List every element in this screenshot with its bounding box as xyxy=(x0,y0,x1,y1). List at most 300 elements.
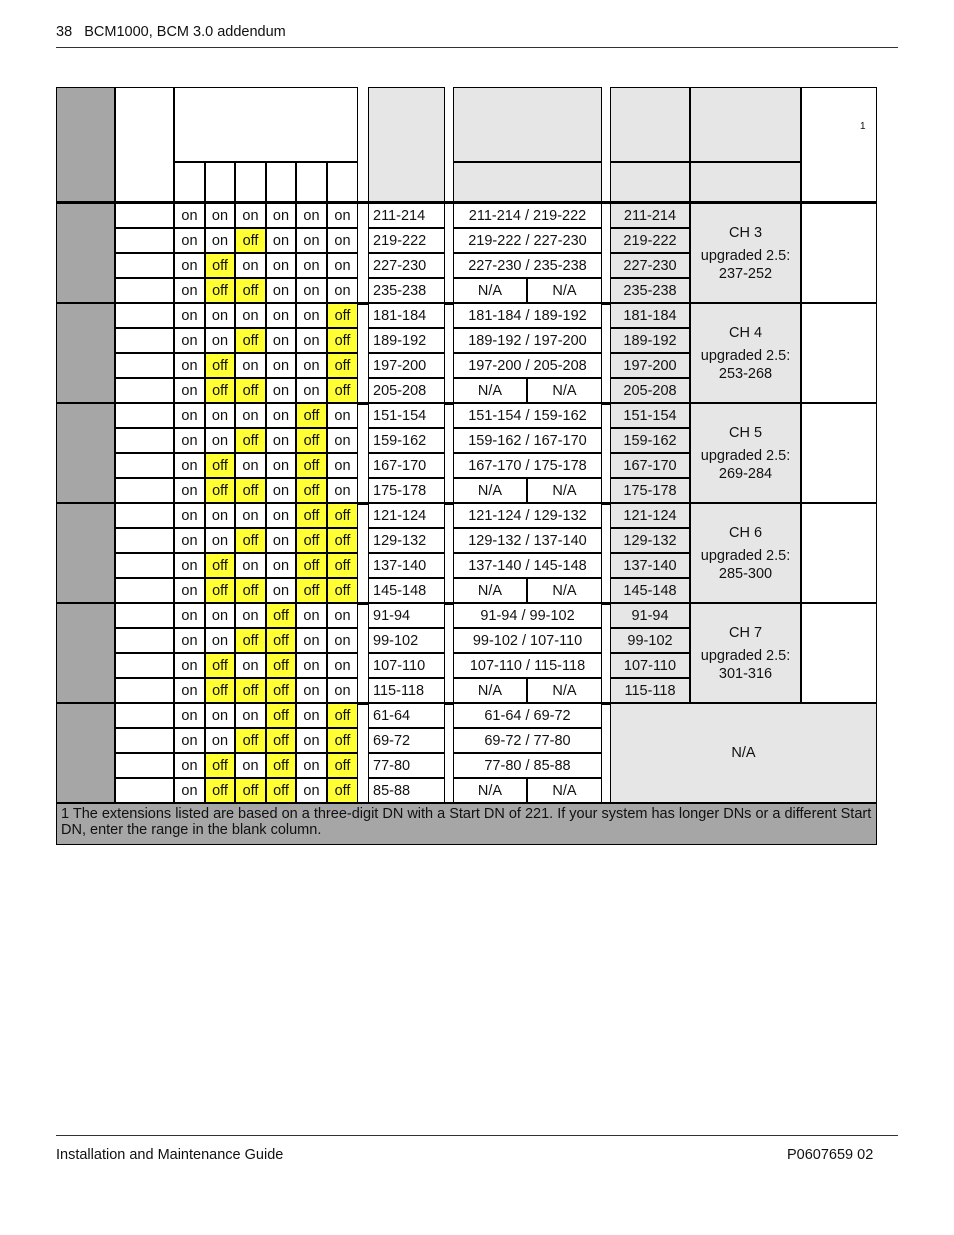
switch-1-cell: on xyxy=(174,528,205,553)
switch-3-cell: off xyxy=(235,278,266,303)
switch-6-cell: on xyxy=(327,228,358,253)
switch-1-cell: on xyxy=(174,453,205,478)
switch-6-cell: on xyxy=(327,628,358,653)
switch-6-cell: off xyxy=(327,378,358,403)
header-ext-cell xyxy=(368,87,445,202)
switch-6-cell: off xyxy=(327,578,358,603)
switch-1-cell: on xyxy=(174,378,205,403)
extension2-cell: 107-110 xyxy=(610,653,690,678)
extension-cell: 107-110 xyxy=(368,653,445,678)
switch-1-cell: on xyxy=(174,553,205,578)
switch-6-cell: on xyxy=(327,253,358,278)
row-label-cell xyxy=(115,503,174,528)
switch-5-cell: off xyxy=(296,478,327,503)
extension-cell: 175-178 xyxy=(368,478,445,503)
row-label-cell xyxy=(115,253,174,278)
extension-cell: 145-148 xyxy=(368,578,445,603)
row-label-cell xyxy=(115,653,174,678)
switch-3-cell: off xyxy=(235,478,266,503)
switch-3-cell: off xyxy=(235,678,266,703)
dip-switch-table xyxy=(56,87,877,843)
extension-cell: 77-80 xyxy=(368,753,445,778)
channel-cell xyxy=(690,503,801,603)
switch-6-cell: on xyxy=(327,403,358,428)
switch-2-cell: off xyxy=(205,653,235,678)
extension2-cell: 115-118 xyxy=(610,678,690,703)
upgraded-label: upgraded 2.5: xyxy=(700,447,791,464)
switch-2-cell: off xyxy=(205,378,235,403)
channel-label: CH 7 xyxy=(728,624,763,641)
switch-5-cell: on xyxy=(296,203,327,228)
range-b-cell: N/A xyxy=(527,478,602,503)
switch-4-cell: on xyxy=(266,528,296,553)
switch-5-cell: on xyxy=(296,603,327,628)
extension-cell: 235-238 xyxy=(368,278,445,303)
switch-5-cell: on xyxy=(296,678,327,703)
switch-4-cell: on xyxy=(266,378,296,403)
row-label-cell xyxy=(115,578,174,603)
channel-cell xyxy=(690,303,801,403)
row-label-cell xyxy=(115,753,174,778)
channel-label: CH 3 xyxy=(728,224,763,241)
row-label-cell xyxy=(115,403,174,428)
upgraded-range: 285-300 xyxy=(718,565,773,582)
header-rule xyxy=(56,47,898,48)
header-gray-cell xyxy=(56,87,115,202)
upgraded-label: upgraded 2.5: xyxy=(700,247,791,264)
row-label-cell xyxy=(115,478,174,503)
header-switch-number-cell xyxy=(327,162,358,202)
switch-2-cell: on xyxy=(205,703,235,728)
footer-guide-title: Installation and Maintenance Guide xyxy=(56,1147,284,1163)
row-label-cell xyxy=(115,203,174,228)
row-label-cell xyxy=(115,378,174,403)
extension2-cell: 159-162 xyxy=(610,428,690,453)
switch-3-cell: on xyxy=(235,503,266,528)
upgraded-label: upgraded 2.5: xyxy=(700,647,791,664)
upgraded-range: 253-268 xyxy=(718,365,773,382)
merged-na-cell: N/A xyxy=(610,703,877,803)
extension-cell: 85-88 xyxy=(368,778,445,803)
switch-1-cell: on xyxy=(174,503,205,528)
switch-5-cell: on xyxy=(296,378,327,403)
switch-1-cell: on xyxy=(174,678,205,703)
switch-3-cell: on xyxy=(235,353,266,378)
row-label-cell xyxy=(115,603,174,628)
range-cell: 227-230 / 235-238 xyxy=(453,253,602,278)
table-footnote: 1 The extensions listed are based on a three-digit DN with a Start DN of 221. If your system has longer DNs or a different Start DN, enter the range in the blank column. xyxy=(56,803,877,845)
row-label-cell xyxy=(115,678,174,703)
switch-3-cell: off xyxy=(235,578,266,603)
header-ext2-sub-cell xyxy=(610,162,690,202)
channel-label: CH 4 xyxy=(728,324,763,341)
extension2-cell: 181-184 xyxy=(610,303,690,328)
switch-2-cell: on xyxy=(205,303,235,328)
switch-4-cell: on xyxy=(266,228,296,253)
range-cell: 167-170 / 175-178 xyxy=(453,453,602,478)
extension-cell: 205-208 xyxy=(368,378,445,403)
extension2-cell: 175-178 xyxy=(610,478,690,503)
switch-2-cell: off xyxy=(205,278,235,303)
range-cell: 219-222 / 227-230 xyxy=(453,228,602,253)
channel-cell xyxy=(690,603,801,703)
header-range-sub-cell xyxy=(453,162,602,202)
row-label-cell xyxy=(115,278,174,303)
switch-5-cell: on xyxy=(296,753,327,778)
switch-3-cell: on xyxy=(235,603,266,628)
switch-6-cell: on xyxy=(327,203,358,228)
switch-4-cell: off xyxy=(266,628,296,653)
switch-1-cell: on xyxy=(174,578,205,603)
switch-4-cell: on xyxy=(266,553,296,578)
switch-2-cell: off xyxy=(205,678,235,703)
document-title: BCM1000, BCM 3.0 addendum xyxy=(84,24,286,40)
switch-3-cell: on xyxy=(235,453,266,478)
switch-3-cell: on xyxy=(235,403,266,428)
footnote-marker: 1 xyxy=(860,121,866,132)
switch-6-cell: off xyxy=(327,703,358,728)
switch-3-cell: on xyxy=(235,653,266,678)
switch-5-cell: on xyxy=(296,303,327,328)
row-label-cell xyxy=(115,353,174,378)
switch-5-cell: on xyxy=(296,653,327,678)
blank-range-cell xyxy=(801,503,877,603)
extension2-cell: 145-148 xyxy=(610,578,690,603)
extension2-cell: 205-208 xyxy=(610,378,690,403)
switch-5-cell: on xyxy=(296,353,327,378)
extension-cell: 129-132 xyxy=(368,528,445,553)
switch-5-cell: on xyxy=(296,628,327,653)
extension-cell: 115-118 xyxy=(368,678,445,703)
range-cell: 99-102 / 107-110 xyxy=(453,628,602,653)
switch-5-cell: off xyxy=(296,428,327,453)
switch-2-cell: off xyxy=(205,253,235,278)
switch-3-cell: off xyxy=(235,728,266,753)
extension-cell: 137-140 xyxy=(368,553,445,578)
switch-5-cell: off xyxy=(296,403,327,428)
page-header xyxy=(56,24,286,40)
extension2-cell: 189-192 xyxy=(610,328,690,353)
switch-1-cell: on xyxy=(174,403,205,428)
extension-cell: 197-200 xyxy=(368,353,445,378)
range-cell: 91-94 / 99-102 xyxy=(453,603,602,628)
range-cell: 107-110 / 115-118 xyxy=(453,653,602,678)
switch-4-cell: off xyxy=(266,728,296,753)
switch-1-cell: on xyxy=(174,278,205,303)
channel-label: CH 6 xyxy=(728,524,763,541)
switch-2-cell: off xyxy=(205,553,235,578)
row-label-cell xyxy=(115,553,174,578)
switch-1-cell: on xyxy=(174,778,205,803)
switch-2-cell: off xyxy=(205,353,235,378)
switch-3-cell: off xyxy=(235,228,266,253)
switch-4-cell: off xyxy=(266,653,296,678)
switch-6-cell: off xyxy=(327,528,358,553)
upgraded-label: upgraded 2.5: xyxy=(700,347,791,364)
switch-2-cell: off xyxy=(205,478,235,503)
range-cell: 61-64 / 69-72 xyxy=(453,703,602,728)
switch-6-cell: off xyxy=(327,328,358,353)
range-a-cell: N/A xyxy=(453,678,527,703)
range-b-cell: N/A xyxy=(527,578,602,603)
extension2-cell: 227-230 xyxy=(610,253,690,278)
header-range-cell xyxy=(453,87,602,162)
group-gray-cell xyxy=(56,203,115,303)
switch-6-cell: on xyxy=(327,478,358,503)
switch-4-cell: on xyxy=(266,428,296,453)
switch-1-cell: on xyxy=(174,653,205,678)
switch-3-cell: off xyxy=(235,628,266,653)
extension-cell: 181-184 xyxy=(368,303,445,328)
switch-2-cell: off xyxy=(205,753,235,778)
switch-6-cell: off xyxy=(327,303,358,328)
switch-4-cell: on xyxy=(266,203,296,228)
extension-cell: 219-222 xyxy=(368,228,445,253)
switch-3-cell: on xyxy=(235,303,266,328)
switch-5-cell: on xyxy=(296,328,327,353)
extension2-cell: 121-124 xyxy=(610,503,690,528)
switch-5-cell: on xyxy=(296,253,327,278)
switch-6-cell: on xyxy=(327,428,358,453)
row-label-cell xyxy=(115,453,174,478)
range-cell: 159-162 / 167-170 xyxy=(453,428,602,453)
switch-6-cell: off xyxy=(327,553,358,578)
range-cell: 151-154 / 159-162 xyxy=(453,403,602,428)
header-divider xyxy=(56,201,877,204)
switch-1-cell: on xyxy=(174,478,205,503)
switch-1-cell: on xyxy=(174,753,205,778)
extension2-cell: 219-222 xyxy=(610,228,690,253)
extension-cell: 211-214 xyxy=(368,203,445,228)
row-label-cell xyxy=(115,228,174,253)
switch-2-cell: on xyxy=(205,403,235,428)
header-switch-number-cell xyxy=(205,162,235,202)
extension2-cell: 137-140 xyxy=(610,553,690,578)
row-label-cell xyxy=(115,528,174,553)
range-cell: 69-72 / 77-80 xyxy=(453,728,602,753)
extension2-cell: 197-200 xyxy=(610,353,690,378)
range-cell: 121-124 / 129-132 xyxy=(453,503,602,528)
switch-2-cell: on xyxy=(205,628,235,653)
switch-2-cell: on xyxy=(205,503,235,528)
switch-2-cell: off xyxy=(205,578,235,603)
switch-2-cell: on xyxy=(205,528,235,553)
switch-4-cell: off xyxy=(266,603,296,628)
row-label-cell xyxy=(115,303,174,328)
switch-3-cell: off xyxy=(235,528,266,553)
switch-3-cell: on xyxy=(235,203,266,228)
switch-6-cell: on xyxy=(327,453,358,478)
switch-2-cell: off xyxy=(205,778,235,803)
switch-6-cell: off xyxy=(327,753,358,778)
range-b-cell: N/A xyxy=(527,278,602,303)
switch-3-cell: on xyxy=(235,253,266,278)
header-switch-number-cell xyxy=(266,162,296,202)
blank-range-cell xyxy=(801,603,877,703)
group-gray-cell xyxy=(56,603,115,703)
range-cell: 77-80 / 85-88 xyxy=(453,753,602,778)
range-a-cell: N/A xyxy=(453,478,527,503)
extension-cell: 61-64 xyxy=(368,703,445,728)
switch-1-cell: on xyxy=(174,728,205,753)
extension2-cell: 99-102 xyxy=(610,628,690,653)
switch-4-cell: on xyxy=(266,278,296,303)
switch-5-cell: off xyxy=(296,578,327,603)
switch-1-cell: on xyxy=(174,253,205,278)
switch-5-cell: on xyxy=(296,278,327,303)
switch-3-cell: on xyxy=(235,753,266,778)
switch-4-cell: on xyxy=(266,503,296,528)
extension-cell: 227-230 xyxy=(368,253,445,278)
extension-cell: 69-72 xyxy=(368,728,445,753)
range-a-cell: N/A xyxy=(453,578,527,603)
extension-cell: 99-102 xyxy=(368,628,445,653)
switch-2-cell: on xyxy=(205,328,235,353)
extension2-cell: 151-154 xyxy=(610,403,690,428)
switch-1-cell: on xyxy=(174,328,205,353)
footer-rule xyxy=(56,1135,898,1136)
switch-1-cell: on xyxy=(174,203,205,228)
switch-3-cell: off xyxy=(235,778,266,803)
switch-5-cell: off xyxy=(296,503,327,528)
blank-range-cell xyxy=(801,203,877,303)
upgraded-range: 237-252 xyxy=(718,265,773,282)
extension-cell: 91-94 xyxy=(368,603,445,628)
extension2-cell: 129-132 xyxy=(610,528,690,553)
switch-6-cell: off xyxy=(327,728,358,753)
upgraded-range: 301-316 xyxy=(718,665,773,682)
page-number: 38 xyxy=(56,24,73,40)
switch-3-cell: off xyxy=(235,328,266,353)
switch-1-cell: on xyxy=(174,303,205,328)
channel-cell xyxy=(690,203,801,303)
row-label-cell xyxy=(115,728,174,753)
switch-5-cell: off xyxy=(296,528,327,553)
blank-range-cell xyxy=(801,403,877,503)
extension-cell: 151-154 xyxy=(368,403,445,428)
range-cell: 189-192 / 197-200 xyxy=(453,328,602,353)
switch-4-cell: off xyxy=(266,778,296,803)
range-b-cell: N/A xyxy=(527,778,602,803)
row-label-cell xyxy=(115,628,174,653)
switch-1-cell: on xyxy=(174,228,205,253)
switch-6-cell: off xyxy=(327,503,358,528)
range-cell: 137-140 / 145-148 xyxy=(453,553,602,578)
group-gray-cell xyxy=(56,303,115,403)
switch-1-cell: on xyxy=(174,428,205,453)
switch-2-cell: on xyxy=(205,728,235,753)
switch-5-cell: on xyxy=(296,228,327,253)
header-switch-number-cell xyxy=(174,162,205,202)
extension-cell: 167-170 xyxy=(368,453,445,478)
range-cell: 129-132 / 137-140 xyxy=(453,528,602,553)
switch-5-cell: on xyxy=(296,778,327,803)
row-label-cell xyxy=(115,328,174,353)
footer-part-number: P0607659 02 xyxy=(787,1147,874,1163)
extension-cell: 121-124 xyxy=(368,503,445,528)
extension2-cell: 91-94 xyxy=(610,603,690,628)
range-cell: 181-184 / 189-192 xyxy=(453,303,602,328)
switch-6-cell: on xyxy=(327,603,358,628)
switch-4-cell: on xyxy=(266,253,296,278)
range-cell: 211-214 / 219-222 xyxy=(453,203,602,228)
channel-label: CH 5 xyxy=(728,424,763,441)
switch-2-cell: on xyxy=(205,228,235,253)
switch-1-cell: on xyxy=(174,628,205,653)
switch-3-cell: on xyxy=(235,553,266,578)
switch-4-cell: on xyxy=(266,353,296,378)
switch-3-cell: off xyxy=(235,378,266,403)
switch-1-cell: on xyxy=(174,703,205,728)
switch-4-cell: on xyxy=(266,403,296,428)
row-label-cell xyxy=(115,428,174,453)
switch-5-cell: off xyxy=(296,453,327,478)
switch-2-cell: off xyxy=(205,453,235,478)
extension2-cell: 211-214 xyxy=(610,203,690,228)
switch-5-cell: off xyxy=(296,553,327,578)
switch-1-cell: on xyxy=(174,603,205,628)
range-a-cell: N/A xyxy=(453,778,527,803)
upgraded-label: upgraded 2.5: xyxy=(700,547,791,564)
switch-6-cell: off xyxy=(327,778,358,803)
group-gray-cell xyxy=(56,503,115,603)
switch-4-cell: on xyxy=(266,578,296,603)
header-switch-number-cell xyxy=(296,162,327,202)
range-cell: 197-200 / 205-208 xyxy=(453,353,602,378)
switch-4-cell: off xyxy=(266,703,296,728)
header-channel-sub-cell xyxy=(690,162,801,202)
switch-5-cell: on xyxy=(296,728,327,753)
switch-2-cell: on xyxy=(205,203,235,228)
switch-5-cell: on xyxy=(296,703,327,728)
switch-2-cell: on xyxy=(205,428,235,453)
row-label-cell xyxy=(115,703,174,728)
row-label-cell xyxy=(115,778,174,803)
group-gray-cell xyxy=(56,403,115,503)
switch-6-cell: on xyxy=(327,653,358,678)
header-switch-title-cell xyxy=(174,87,358,162)
range-b-cell: N/A xyxy=(527,378,602,403)
group-gray-cell xyxy=(56,703,115,803)
header-switch-number-cell xyxy=(235,162,266,202)
upgraded-range: 269-284 xyxy=(718,465,773,482)
switch-3-cell: off xyxy=(235,428,266,453)
switch-6-cell: on xyxy=(327,678,358,703)
channel-cell xyxy=(690,403,801,503)
switch-4-cell: off xyxy=(266,678,296,703)
switch-6-cell: off xyxy=(327,353,358,378)
range-b-cell: N/A xyxy=(527,678,602,703)
range-a-cell: N/A xyxy=(453,378,527,403)
switch-1-cell: on xyxy=(174,353,205,378)
extension2-cell: 167-170 xyxy=(610,453,690,478)
switch-4-cell: on xyxy=(266,328,296,353)
extension-cell: 189-192 xyxy=(368,328,445,353)
switch-6-cell: on xyxy=(327,278,358,303)
header-channel-cell xyxy=(690,87,801,162)
blank-range-cell xyxy=(801,303,877,403)
switch-4-cell: on xyxy=(266,303,296,328)
header-ext2-cell xyxy=(610,87,690,162)
header-blank-cell xyxy=(115,87,174,202)
switch-4-cell: off xyxy=(266,753,296,778)
switch-2-cell: on xyxy=(205,603,235,628)
extension-cell: 159-162 xyxy=(368,428,445,453)
extension2-cell: 235-238 xyxy=(610,278,690,303)
switch-4-cell: on xyxy=(266,453,296,478)
header-blank-range-cell xyxy=(801,87,877,202)
switch-3-cell: on xyxy=(235,703,266,728)
